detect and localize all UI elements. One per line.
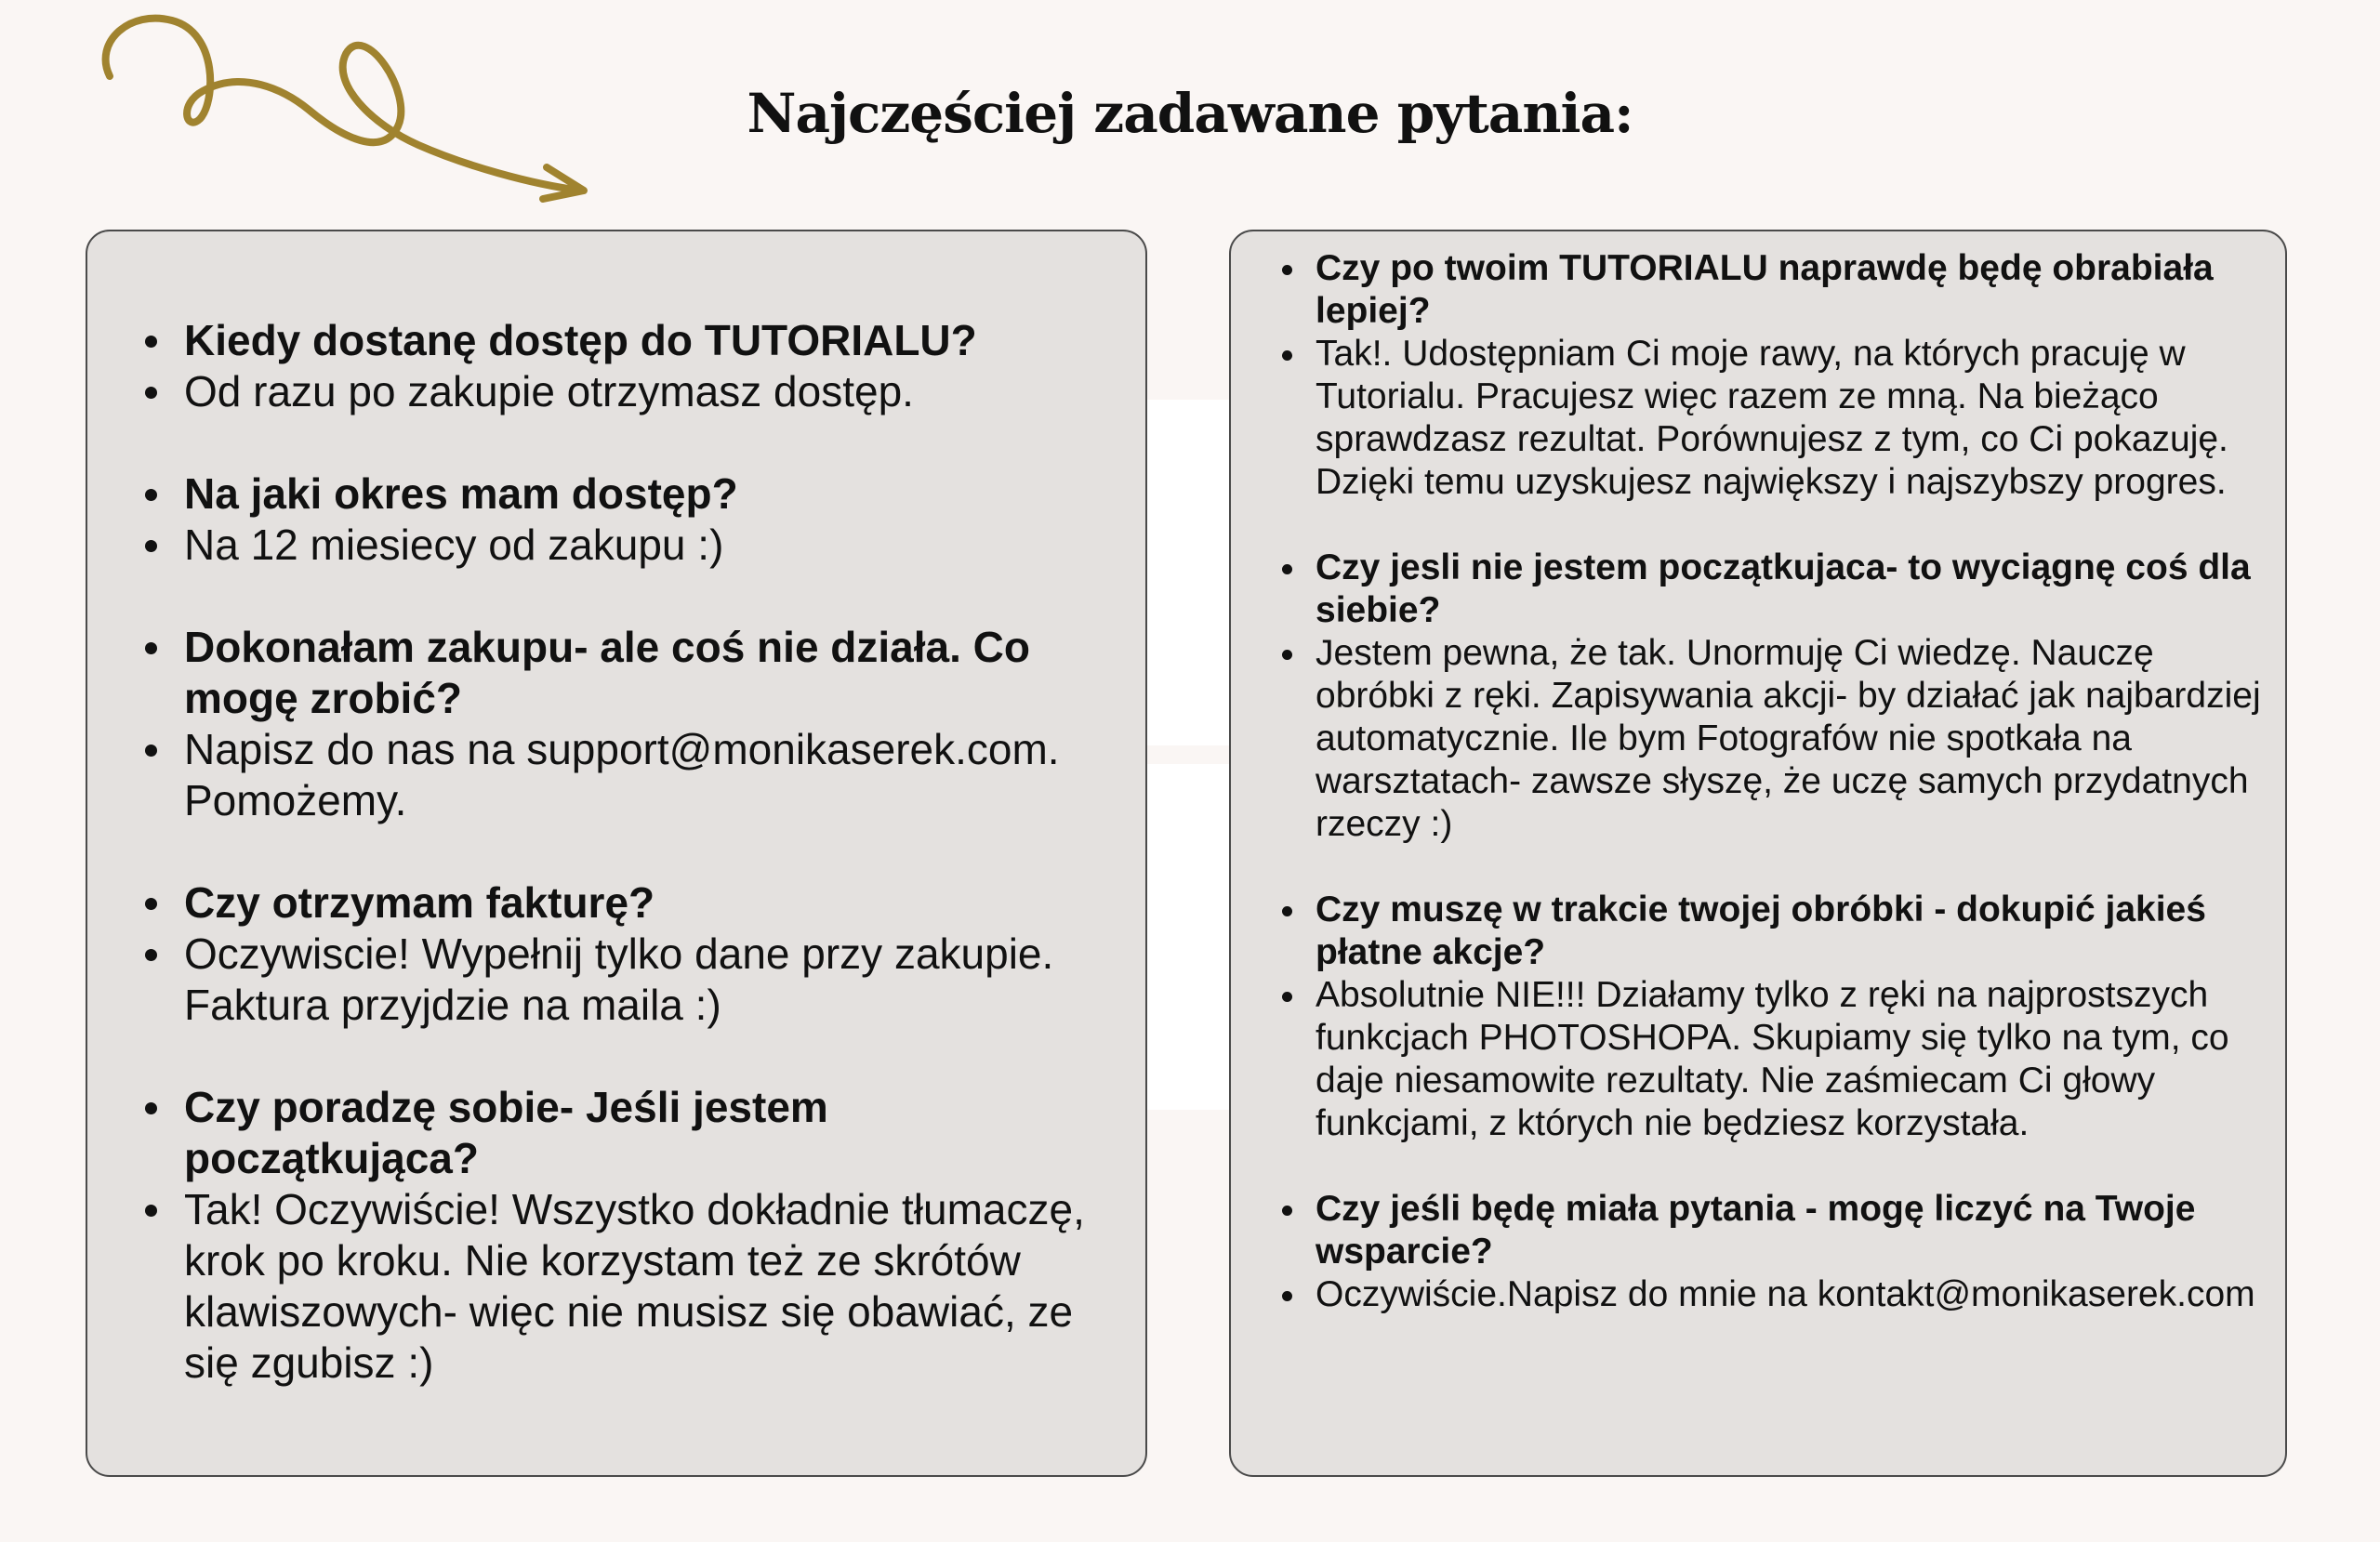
faq-question: Czy poradzę sobie- Jeśli jestem początkująca? xyxy=(184,1082,1108,1184)
page-title: Najczęściej zadawane pytania: xyxy=(747,82,1633,145)
faq-answer: Tak!. Udostępniam Ci moje rawy, na których pracuję w Tutorialu. Pracujesz więc razem ze mną. Na bieżąco sprawdzasz rezultat. Porównujesz z tym, co Ci pokazuję. Dzięki temu uzyskujesz największy i najszybszy progres. xyxy=(1316,333,2263,504)
faq-list xyxy=(87,231,1145,1389)
faq-answer: Tak! Oczywiście! Wszystko dokładnie tłumaczę, krok po kroku. Nie korzystam też ze skrótów klawiszowych- więc nie musisz się obawiać, ze się zgubisz :) xyxy=(184,1184,1108,1389)
faq-answer: Oczywiście.Napisz do mnie na kontakt@monikaserek.com xyxy=(1316,1273,2263,1316)
faq-list xyxy=(1231,231,2285,1316)
faq-question: Czy po twoim TUTORIALU naprawdę będę obrabiała lepiej? xyxy=(1316,247,2263,333)
faq-card-right xyxy=(1229,230,2287,1477)
faq-answer: Jestem pewna, że tak. Unormuję Ci wiedzę. Nauczę obróbki z ręki. Zapisywania akcji- by działać jak najbardziej automatycznie. Ile bym Fotografów nie spotkała na warsztatach- zawsze słyszę, że uczę samych przydatnych rzeczy :) xyxy=(1316,632,2263,846)
faq-card-left xyxy=(86,230,1147,1477)
faq-question: Dokonałam zakupu- ale coś nie działa. Co mogę zrobić? xyxy=(184,622,1108,724)
faq-answer: Napisz do nas na support@monikaserek.com. Pomożemy. xyxy=(184,724,1108,826)
faq-question: Na jaki okres mam dostęp? xyxy=(184,468,1108,520)
faq-question: Kiedy dostanę dostęp do TUTORIALU? xyxy=(184,315,1108,366)
faq-question: Czy otrzymam fakturę? xyxy=(184,877,1108,929)
faq-question: Czy jesli nie jestem początkujaca- to wyciągnę coś dla siebie? xyxy=(1316,547,2263,632)
faq-question: Czy jeśli będę miała pytania - mogę liczyć na Twoje wsparcie? xyxy=(1316,1188,2263,1273)
faq-answer: Na 12 miesiecy od zakupu :) xyxy=(184,520,1108,571)
faq-answer: Oczywiscie! Wypełnij tylko dane przy zakupie. Faktura przyjdzie na maila :) xyxy=(184,929,1108,1031)
faq-answer: Absolutnie NIE!!! Działamy tylko z ręki na najprostszych funkcjach PHOTOSHOPA. Skupiamy się tylko na tym, co daje niesamowite rezultaty. Nie zaśmiecam Ci głowy funkcjami, z których nie będziesz korzystała. xyxy=(1316,974,2263,1145)
faq-question: Czy muszę w trakcie twojej obróbki - dokupić jakieś płatne akcje? xyxy=(1316,889,2263,974)
faq-answer: Od razu po zakupie otrzymasz dostęp. xyxy=(184,366,1108,417)
